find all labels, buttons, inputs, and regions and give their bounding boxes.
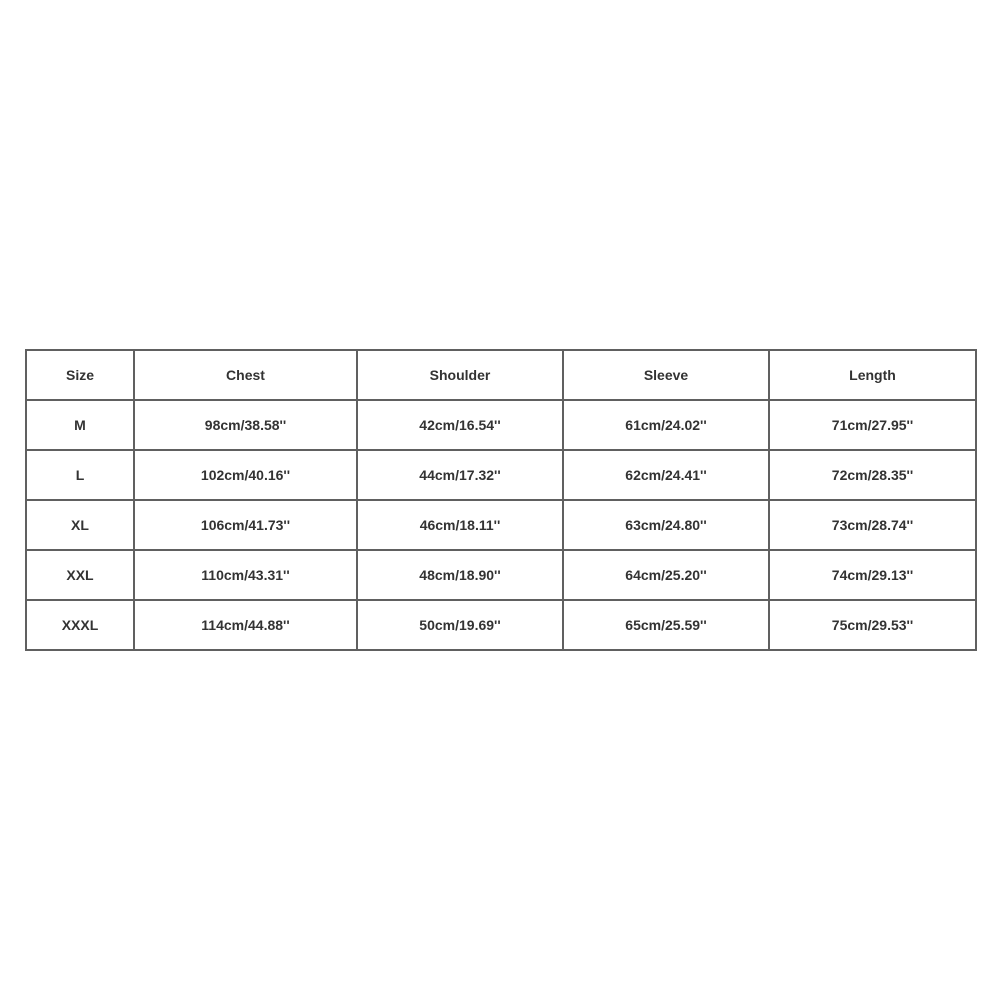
header-shoulder: Shoulder (357, 350, 563, 400)
cell-shoulder: 42cm/16.54'' (357, 400, 563, 450)
cell-chest: 110cm/43.31'' (134, 550, 357, 600)
cell-shoulder: 44cm/17.32'' (357, 450, 563, 500)
cell-length: 74cm/29.13'' (769, 550, 976, 600)
table-row (26, 600, 976, 650)
cell-chest: 102cm/40.16'' (134, 450, 357, 500)
cell-sleeve: 64cm/25.20'' (563, 550, 769, 600)
header-size: Size (26, 350, 134, 400)
cell-sleeve: 62cm/24.41'' (563, 450, 769, 500)
table-row (26, 400, 976, 450)
header-sleeve: Sleeve (563, 350, 769, 400)
cell-chest: 106cm/41.73'' (134, 500, 357, 550)
cell-chest: 114cm/44.88'' (134, 600, 357, 650)
cell-shoulder: 50cm/19.69'' (357, 600, 563, 650)
table-row (26, 500, 976, 550)
cell-sleeve: 65cm/25.59'' (563, 600, 769, 650)
cell-size: XL (26, 500, 134, 550)
cell-shoulder: 48cm/18.90'' (357, 550, 563, 600)
cell-size: XXL (26, 550, 134, 600)
cell-length: 71cm/27.95'' (769, 400, 976, 450)
cell-sleeve: 61cm/24.02'' (563, 400, 769, 450)
cell-size: XXXL (26, 600, 134, 650)
cell-length: 73cm/28.74'' (769, 500, 976, 550)
cell-length: 72cm/28.35'' (769, 450, 976, 500)
size-chart-table (25, 349, 977, 651)
header-chest: Chest (134, 350, 357, 400)
cell-shoulder: 46cm/18.11'' (357, 500, 563, 550)
cell-length: 75cm/29.53'' (769, 600, 976, 650)
header-length: Length (769, 350, 976, 400)
cell-size: L (26, 450, 134, 500)
cell-sleeve: 63cm/24.80'' (563, 500, 769, 550)
cell-chest: 98cm/38.58'' (134, 400, 357, 450)
table-row (26, 550, 976, 600)
cell-size: M (26, 400, 134, 450)
table-row (26, 450, 976, 500)
table-header-row (26, 350, 976, 400)
